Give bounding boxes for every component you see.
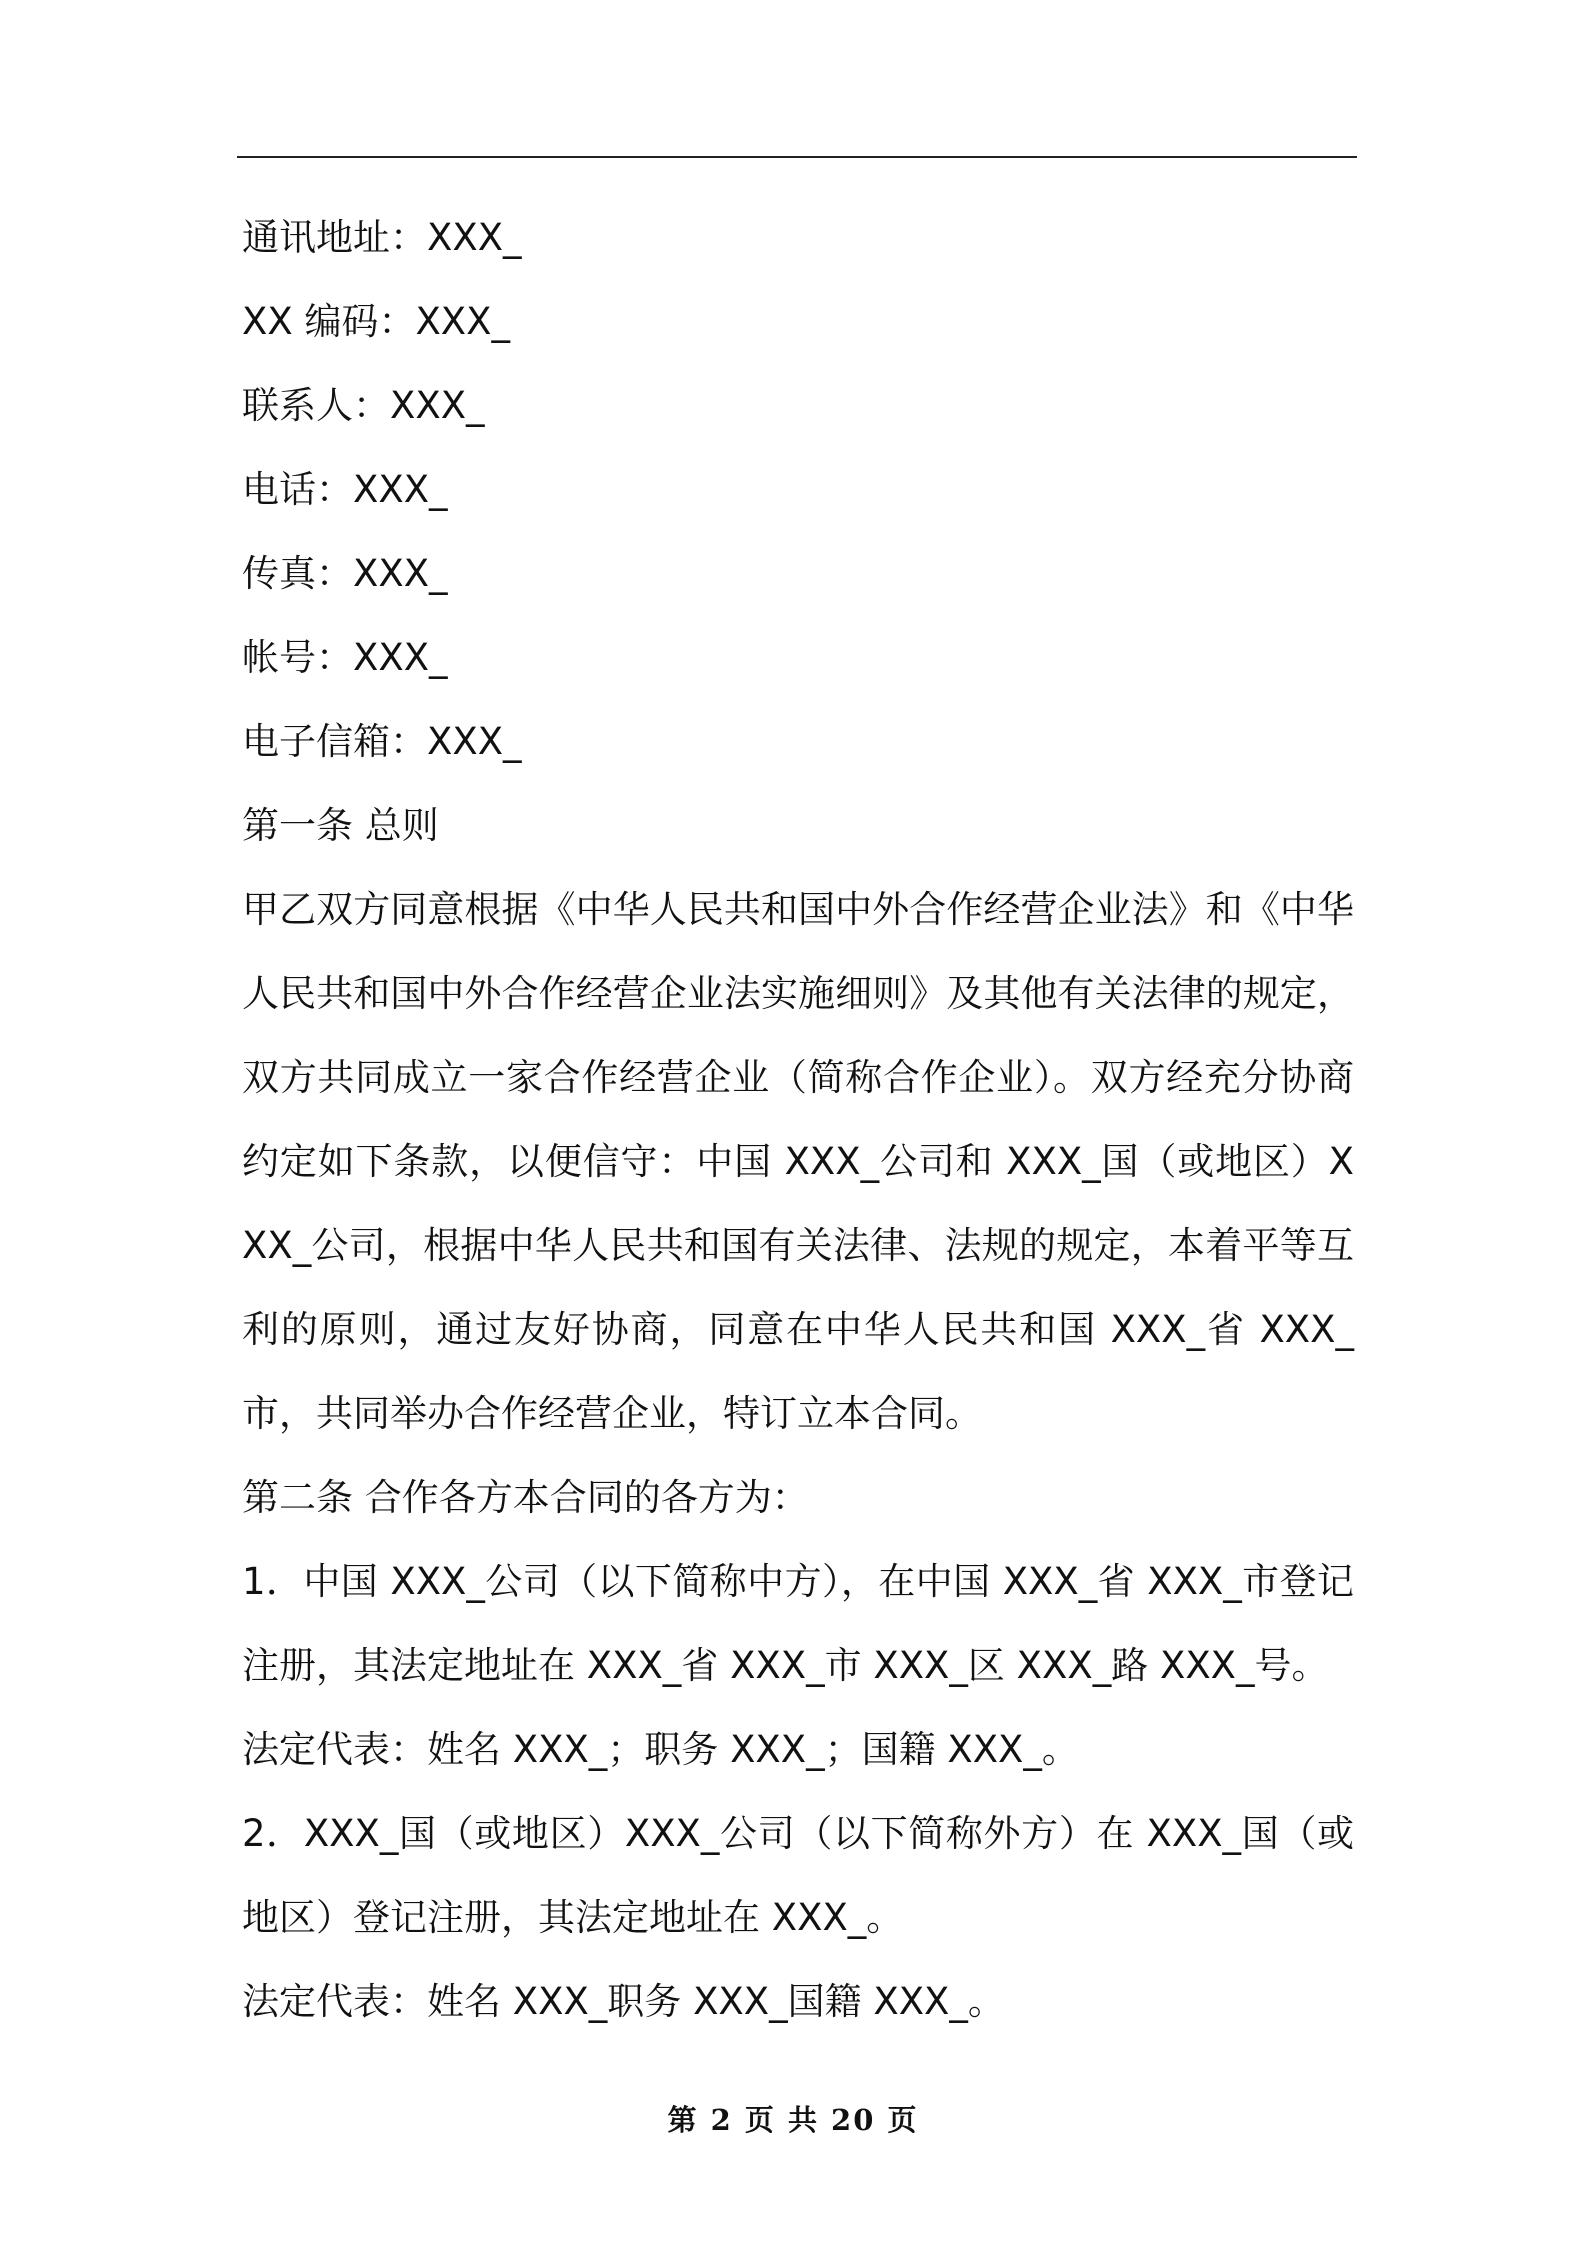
contact-address: 通讯地址：XXX_ bbox=[242, 216, 522, 259]
article2-heading: 第二条 合作各方本合同的各方为： bbox=[242, 1476, 809, 1519]
article1-heading: 第一条 总则 bbox=[242, 804, 439, 847]
party2-paragraph: 2．XXX_国（或地区）XXX_公司（以下简称外方）在 XXX_国（或地区）登记注册，其法定地址在 XXX_。 bbox=[242, 1812, 1354, 1939]
contact-postcode: XX 编码：XXX_ bbox=[242, 300, 510, 343]
party1-representative: 法定代表：姓名 XXX_；职务 XXX_；国籍 XXX_。 bbox=[242, 1728, 1079, 1771]
article1-body: 甲乙双方同意根据《中华人民共和国中外合作经营企业法》和《中华人民共和国中外合作经营企业法实施细则》及其他有关法律的规定，双方共同成立一家合作经营企业（简称合作企业）。双方经充分协商约定如下条款，以便信守：中国 XXX_公司和 XXX_国（或地区）XXX_公司，根据中华人民共和国有关法律、法规的规定，本着平等互利的原则，通过友好协商，同意在中华人民共和国 XXX_省 XXX_市，共同举办合作经营企业，特订立本合同。 bbox=[242, 888, 1354, 1435]
contact-person: 联系人：XXX_ bbox=[242, 384, 485, 427]
contact-account: 帐号：XXX_ bbox=[242, 636, 448, 679]
contact-email: 电子信箱：XXX_ bbox=[242, 720, 522, 763]
contact-phone: 电话：XXX_ bbox=[242, 468, 448, 511]
contact-fax: 传真：XXX_ bbox=[242, 552, 448, 595]
page-number: 第 2 页 共 20 页 bbox=[667, 2103, 919, 2137]
header-rule bbox=[237, 156, 1357, 158]
party2-representative: 法定代表：姓名 XXX_职务 XXX_国籍 XXX_。 bbox=[242, 1980, 1005, 2023]
party1-paragraph: 1．中国 XXX_公司（以下简称中方），在中国 XXX_省 XXX_市登记注册，其法定地址在 XXX_省 XXX_市 XXX_区 XXX_路 XXX_号。 bbox=[242, 1560, 1354, 1687]
document-body bbox=[242, 196, 1354, 2044]
